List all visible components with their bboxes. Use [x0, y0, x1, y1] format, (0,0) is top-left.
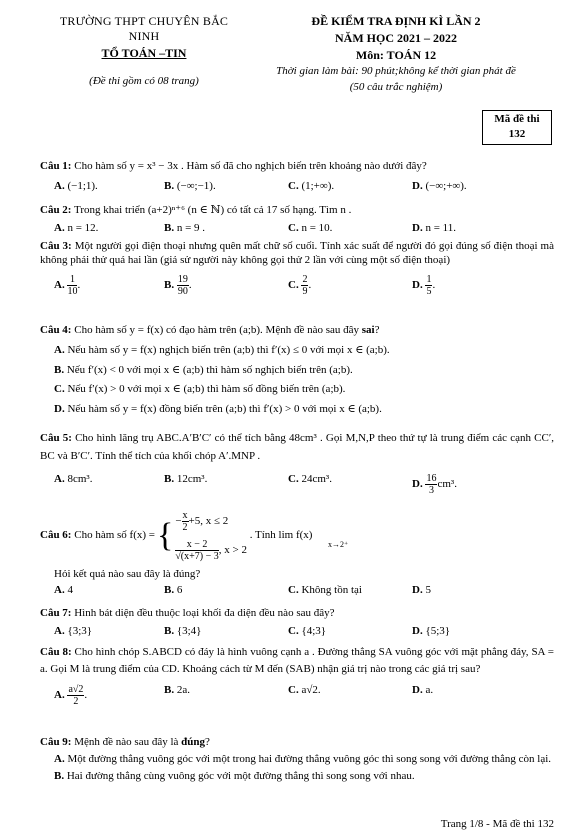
- question-1: [40, 160, 554, 194]
- header-right: [238, 14, 554, 95]
- question-stem: Cho hàm số y = x³ − 3x . Hàm số đã cho nghịch biến trên khoảng nào dưới đây?: [74, 160, 427, 172]
- option-b[interactable]: B. 12cm³.: [164, 473, 208, 486]
- question-label: Câu 2:: [40, 204, 72, 216]
- options: [40, 274, 554, 297]
- option-d[interactable]: D. Nếu hàm số y = f(x) đồng biến trên (a;b) thì f′(x) > 0 với mọi x ∈ (a;b).: [54, 403, 382, 415]
- department-name: TỔ TOÁN –TIN: [101, 46, 187, 60]
- option-c[interactable]: C. n = 10.: [288, 221, 333, 234]
- option-c[interactable]: C. (1;+∞).: [288, 179, 335, 192]
- question-label: Câu 6:: [40, 529, 72, 542]
- option-c[interactable]: C. Nếu f′(x) > 0 với mọi x ∈ (a;b) thì hàm số đồng biến trên (a;b).: [54, 383, 346, 396]
- option-c[interactable]: C. Không tồn tại: [288, 583, 362, 596]
- option-d[interactable]: D. $\frac{16}{3}$ cm³.: [412, 473, 457, 497]
- piecewise-brace: {: [156, 517, 174, 554]
- question-prompt: Hỏi kết quả nào sau đây là đúng?: [54, 568, 201, 580]
- question-stem: Cho hình chóp S.ABCD có đáy là hình vuông cạnh a . Đường thẳng SA vuông góc với mặt phẳng đáy, SA = a. Gọi M là trung điểm của CD. Khoảng cách từ M đến (SAB) nhận giá trị nào trong các giá trị sau?: [40, 646, 554, 676]
- options: [40, 222, 554, 236]
- question-stem: Hình bát diện đều thuộc loại khối đa diện đều nào sau đây?: [74, 607, 335, 619]
- question-6: Câu 6: Cho hàm số f(x) = { − $\frac{x}{2}$ +5, x ≤ 2 $\frac{x - 2}{√(x+7) - 3}$ , x > 2 . Tính lim f(x) x→2⁺ Hỏi kết quả nào sau đây là đúng? A. 4 B. 6 C. Không tồn tại D. 5: [40, 510, 554, 598]
- question-stem: Một người gọi điện thoại nhưng quên mất chữ số cuối. Tính xác suất để người đó gọi đúng số điện thoại mà không phải thử quá hai lần (giả sử người này không gọi thử 2 lần với cùng một số điện thoại): [40, 240, 554, 266]
- option-a[interactable]: A. Nếu hàm số y = f(x) nghịch biến trên (a;b) thì f′(x) ≤ 0 với mọi x ∈ (a;b).: [54, 343, 390, 356]
- school-year: NĂM HỌC 2021 – 2022: [335, 31, 457, 45]
- piecewise-cases: − $\frac{x}{2}$ +5, x ≤ 2 $\frac{x - 2}{√(x+7) - 3}$ , x > 2: [175, 510, 247, 562]
- question-label: Câu 8:: [40, 646, 72, 658]
- question-label: Câu 7:: [40, 607, 72, 619]
- options: [40, 180, 554, 194]
- question-stem: Mệnh đề nào sau đây là: [74, 736, 179, 748]
- question-8: [40, 644, 554, 707]
- option-b[interactable]: B. 6: [164, 583, 183, 596]
- option-d[interactable]: D. 5: [412, 583, 431, 596]
- option-d[interactable]: D. a.: [412, 684, 434, 697]
- question-count: (50 câu trắc nghiệm): [349, 80, 443, 93]
- question-label: Câu 5:: [40, 432, 72, 444]
- question-9: Câu 9: Mệnh đề nào sau đây là đúng? A. Một đường thẳng vuông góc với một trong hai đường thẳng vuông góc thì song song với đường thẳng còn lại. B. Hai đường thẳng cùng vuông góc với một đường thẳng thì song song với nhau.: [40, 736, 554, 783]
- option-b[interactable]: B. $\frac{19}{90}$ .: [164, 273, 192, 297]
- option-b[interactable]: B. Nếu f′(x) < 0 với mọi x ∈ (a;b) thì hàm số nghịch biến trên (a;b).: [54, 363, 353, 376]
- exam-code-value: 132: [508, 128, 526, 140]
- question-stem: Cho hình lăng trụ ABC.A′B′C′ có thể tích bằng 48cm³ . Gọi M,N,P theo thứ tự là trung điểm các cạnh CC′, BC và B′C′. Tính thể tích của khối chóp A′.MNP .: [40, 432, 554, 462]
- time-limit: Thời gian làm bài: 90 phút;không kể thời gian phát đề: [276, 65, 516, 77]
- limit-subscript: x→2⁺: [328, 540, 349, 549]
- question-stem: Cho hàm số y = f(x) có đạo hàm trên (a;b). Mệnh đề nào sau đây: [74, 324, 360, 336]
- option-a[interactable]: A. $\frac{1}{10}$ .: [54, 273, 81, 297]
- options: [40, 584, 554, 598]
- option-b[interactable]: B. Hai đường thẳng cùng vuông góc với một đường thẳng thì song song với nhau.: [54, 769, 415, 782]
- option-b[interactable]: B. (−∞;−1).: [164, 179, 216, 192]
- question-3: [40, 240, 554, 297]
- question-stem: Trong khai triển (a+2)ⁿ⁺⁶ (n ∈ ℕ) có tất cả 17 số hạng. Tìm n .: [74, 204, 352, 216]
- question-label: Câu 1:: [40, 160, 72, 172]
- option-d[interactable]: D. (−∞;+∞).: [412, 179, 467, 192]
- options: [40, 625, 554, 639]
- question-4: Câu 4: Cho hàm số y = f(x) có đạo hàm trên (a;b). Mệnh đề nào sau đây sai? A. Nếu hàm số y = f(x) nghịch biến trên (a;b) thì f′(x) ≤ 0 với mọi x ∈ (a;b). B. Nếu f′(x) < 0 với mọi x ∈ (a;b) thì hàm số nghịch biến trên (a;b). C. Nếu f′(x) > 0 với mọi x ∈ (a;b) thì hàm số đồng biến trên (a;b). D. Nếu hàm số y = f(x) đồng biến trên (a;b) thì f′(x) > 0 với mọi x ∈ (a;b).: [40, 324, 554, 417]
- options: [40, 473, 554, 496]
- option-a[interactable]: A. Một đường thẳng vuông góc với một trong hai đường thẳng vuông góc thì song song với đường thẳng còn lại.: [54, 752, 552, 765]
- question-label: Câu 3:: [40, 240, 72, 252]
- school-name: TRƯỜNG THPT CHUYÊN BẮC NINH: [59, 14, 229, 43]
- option-b[interactable]: B. {3;4}: [164, 624, 202, 637]
- option-a[interactable]: A. 8cm³.: [54, 473, 93, 486]
- option-a[interactable]: A. n = 12.: [54, 221, 99, 234]
- exam-code-label: Mã đề thi: [494, 113, 540, 125]
- page-footer: Trang 1/8 - Mã đề thi 132: [440, 818, 554, 830]
- option-a[interactable]: A. $\frac{a√2}{2}$ .: [54, 684, 88, 708]
- option-b[interactable]: B. n = 9 .: [164, 221, 206, 234]
- question-label: Câu 9:: [40, 736, 72, 748]
- options: [40, 684, 554, 707]
- pages-note: (Đề thi gồm có 08 trang): [89, 75, 199, 87]
- option-b[interactable]: B. 2a.: [164, 684, 190, 697]
- question-2: [40, 204, 554, 236]
- option-a[interactable]: A. 4: [54, 583, 73, 596]
- question-7: [40, 607, 554, 639]
- option-d[interactable]: D. {5;3}: [412, 624, 451, 637]
- option-c[interactable]: C. {4;3}: [288, 624, 327, 637]
- exam-title: ĐỀ KIỂM TRA ĐỊNH KÌ LẦN 2: [311, 14, 481, 28]
- option-c[interactable]: C. $\frac{2}{9}$ .: [288, 273, 312, 297]
- header-left: [44, 14, 244, 89]
- option-c[interactable]: C. 24cm³.: [288, 473, 332, 486]
- question-5: [40, 430, 554, 496]
- option-d[interactable]: D. $\frac{1}{5}$ .: [412, 273, 436, 297]
- option-c[interactable]: C. a√2.: [288, 684, 321, 697]
- subject: Môn: TOÁN 12: [355, 48, 437, 62]
- option-a[interactable]: A. {3;3}: [54, 624, 93, 637]
- option-a[interactable]: A. (−1;1).: [54, 179, 98, 192]
- option-d[interactable]: D. n = 11.: [412, 221, 456, 234]
- question-label: Câu 4:: [40, 324, 72, 336]
- exam-code-box: [482, 110, 552, 145]
